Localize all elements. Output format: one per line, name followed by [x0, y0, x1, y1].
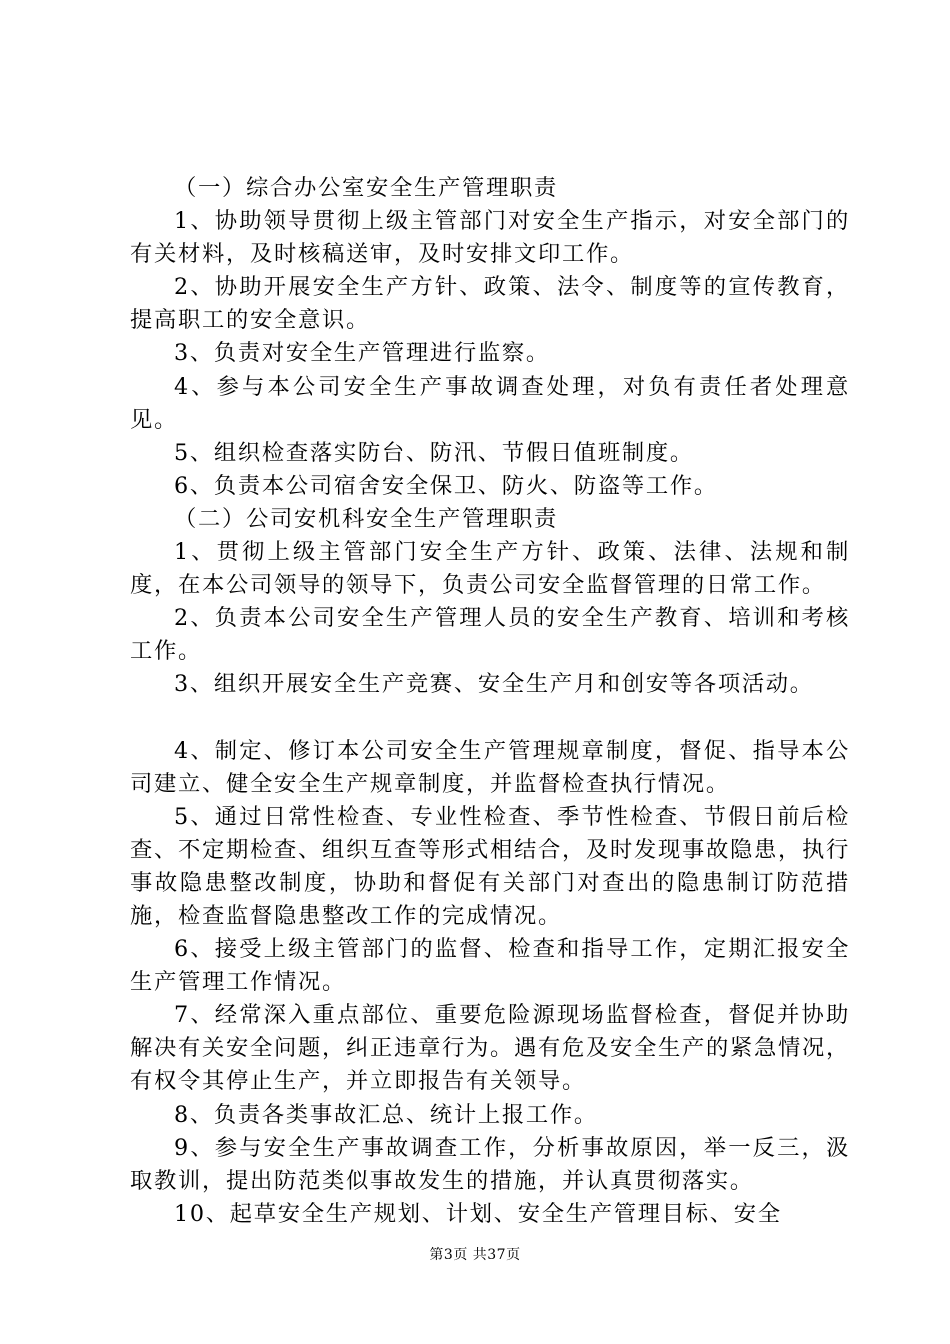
section-heading-2: （二）公司安机科安全生产管理职责: [174, 505, 558, 532]
paragraph: 7、经常深入重点部位、重要危险源现场监督检查，督促并协助解决有关安全问题，纠正违章行为。遇有危及安全生产的紧急情况，有权令其停止生产，并立即报告有关领导。: [130, 1002, 850, 1095]
paragraph: 5、通过日常性检查、专业性检查、季节性检查、节假日前后检查、不定期检查、组织互查等形式相结合，及时发现事故隐患，执行事故隐患整改制度，协助和督促有关部门对查出的隐患制订防范措施，检查监督隐患整改工作的完成情况。: [130, 803, 850, 929]
section-heading-1: （一）综合办公室安全生产管理职责: [174, 175, 558, 201]
page-number-footer: 第3页 共37页: [429, 1247, 521, 1263]
paragraph: 3、负责对安全生产管理进行监察。: [174, 340, 550, 367]
paragraph: 2、协助开展安全生产方针、政策、法令、制度等的宣传教育，提高职工的安全意识。: [130, 274, 850, 334]
paragraph: 1、协助领导贯彻上级主管部门对安全生产指示，对安全部门的有关材料，及时核稿送审，及时安排文印工作。: [130, 208, 850, 268]
paragraph: 1、贯彻上级主管部门安全生产方针、政策、法律、法规和制度，在本公司领导的领导下，负责公司安全监督管理的日常工作。: [130, 539, 850, 599]
paragraph: 6、负责本公司宿舍安全保卫、防火、防盗等工作。: [174, 472, 718, 499]
paragraph: 8、负责各类事故汇总、统计上报工作。: [174, 1101, 598, 1128]
paragraph: 6、接受上级主管部门的监督、检查和指导工作，定期汇报安全生产管理工作情况。: [130, 936, 850, 996]
paragraph: 4、制定、修订本公司安全生产管理规章制度，督促、指导本公司建立、健全安全生产规章制度，并监督检查执行情况。: [130, 737, 850, 797]
paragraph: 9、参与安全生产事故调查工作，分析事故原因，举一反三，汲取教训，提出防范类似事故发生的措施，并认真贯彻落实。: [130, 1134, 850, 1194]
paragraph: 10、起草安全生产规划、计划、安全生产管理目标、安全: [174, 1200, 782, 1227]
document-body: [130, 172, 850, 1231]
paragraph: 2、负责本公司安全生产管理人员的安全生产教育、培训和考核工作。: [130, 605, 850, 665]
paragraph: 4、参与本公司安全生产事故调查处理，对负有责任者处理意见。: [130, 373, 850, 433]
paragraph: 5、组织检查落实防台、防汛、节假日值班制度。: [174, 439, 694, 466]
paragraph: 3、组织开展安全生产竞赛、安全生产月和创安等各项活动。: [174, 671, 814, 698]
